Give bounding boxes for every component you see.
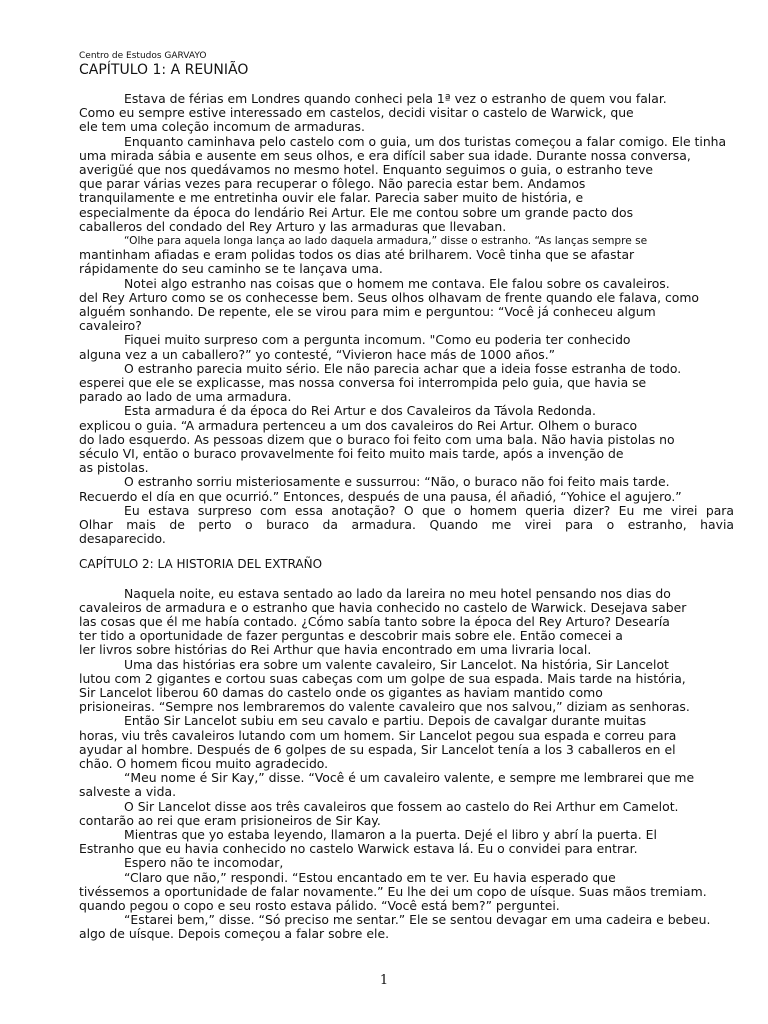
text-line: cavaleiro? bbox=[79, 318, 142, 334]
paragraph bbox=[79, 871, 734, 914]
chapter-1-body bbox=[79, 92, 734, 547]
paragraph bbox=[79, 504, 734, 547]
text-line: rápidamente do seu caminho se te lançava uma. bbox=[79, 261, 383, 277]
text-line: O estranho parecia muito sério. Ele não parecia achar que a ideia fosse estranha de todo. bbox=[124, 360, 682, 376]
text-line: Sir Lancelot liberou 60 damas do castelo onde os gigantes as haviam mantido como bbox=[79, 684, 603, 700]
paragraph bbox=[79, 404, 734, 475]
paragraph bbox=[79, 92, 734, 135]
text-line: del Rey Arturo como se os conhecesse bem. Seus olhos olhavam de frente quando ele falava, como bbox=[79, 289, 699, 305]
text-line: horas, viu três cavaleiros lutando com um homem. Sir Lancelot pegou sua espada e correu para bbox=[79, 727, 677, 743]
paragraph bbox=[79, 771, 734, 799]
paragraph bbox=[79, 333, 734, 361]
text-line: “Meu nome é Sir Kay,” disse. “Você é um cavaleiro valente, e sempre me lembrarei que me bbox=[124, 770, 695, 786]
text-line: lutou com 2 gigantes e cortou suas cabeças com um golpe de sua espada. Mais tarde na história, bbox=[79, 670, 686, 686]
text-line: desaparecido. bbox=[79, 531, 166, 547]
text-line: algo de uísque. Depois começou a falar sobre ele. bbox=[79, 926, 390, 942]
text-line: “Claro que não,” respondi. “Estou encantado em te ver. Eu havia esperado que bbox=[124, 869, 616, 885]
text-line: ler livros sobre histórias do Rei Arthur que havia encontrado em uma livraria local. bbox=[79, 642, 592, 658]
text-line: que parar várias vezes para recuperar o fôlego. Não parecia estar bem. Andamos bbox=[79, 176, 586, 192]
text-line: Naquela noite, eu estava sentado ao lado da lareira no meu hotel pensando nos dias do bbox=[124, 585, 671, 601]
text-line: mantinham afiadas e eram polidas todos os dias até brilharem. Você tinha que se afastar bbox=[79, 247, 635, 263]
document-header: Centro de Estudos GARVAYO bbox=[79, 51, 207, 61]
text-line: O estranho sorriu misteriosamente e sussurrou: “Não, o buraco não foi feito mais tarde. bbox=[124, 474, 670, 490]
text-line: quando pegou o copo e seu rosto estava pálido. “Você está bem?” perguntei. bbox=[79, 897, 560, 913]
text-line: caballeros del condado del Rey Arturo y las armaduras que llevaban. bbox=[79, 218, 507, 234]
text-line: esperei que ele se explicasse, mas nossa conversa foi interrompida pelo guia, que havia se bbox=[79, 375, 647, 391]
text-line: ayudar al hombre. Después de 6 golpes de su espada, Sir Lancelot tenía a los 3 caballeros en el bbox=[79, 741, 676, 757]
text-line: tivéssemos a oportunidade de falar novamente.” Eu lhe dei um copo de uísque. Suas mãos tremiam. bbox=[79, 883, 707, 899]
paragraph bbox=[79, 234, 734, 277]
text-line: as pistolas. bbox=[79, 460, 149, 476]
text-line: Então Sir Lancelot subiu em seu cavalo e partiu. Depois de cavalgar durante muitas bbox=[124, 713, 647, 729]
text-line: chão. O homem ficou muito agradecido. bbox=[79, 755, 329, 771]
document-page bbox=[79, 51, 734, 942]
paragraph bbox=[79, 714, 734, 771]
paragraph bbox=[79, 800, 734, 828]
text-line: Eu estava surpreso com essa anotação? O que o homem queria dizer? Eu me virei para bbox=[124, 502, 734, 518]
text-line: prisioneiras. “Sempre nos lembraremos do valente cavaleiro que nos salvou,” diziam as senhoras. bbox=[79, 699, 690, 715]
text-line: averigüé que nos quedávamos no mesmo hotel. Enquanto seguimos o guia, o estranho teve bbox=[79, 162, 654, 178]
text-line: las cosas que él me había contado. ¿Cómo sabía tanto sobre la época del Rey Arturo? Desearía bbox=[79, 613, 670, 629]
chapter-2-title: CAPÍTULO 2: LA HISTORIA DEL EXTRAÑO bbox=[79, 556, 323, 571]
text-line: alguém sonhando. De repente, ele se virou para mim e perguntou: “Você já conheceu algum bbox=[79, 304, 656, 320]
chapter-2-body bbox=[79, 587, 734, 942]
text-line: ele tem uma coleção incomum de armaduras. bbox=[79, 119, 365, 135]
text-line: uma mirada sábia e ausente em seus olhos, e era difícil saber sua idade. Durante nossa conversa, bbox=[79, 147, 691, 163]
paragraph bbox=[79, 277, 734, 334]
text-line: Enquanto caminhava pelo castelo com o guia, um dos turistas começou a falar comigo. Ele tinha bbox=[124, 133, 727, 149]
text-line: Estranho que eu havia conhecido no castelo Warwick estava lá. Eu o convidei para entrar. bbox=[79, 841, 638, 857]
text-line: ter tido a oportunidade de fazer perguntas e descobrir mais sobre ele. Então comecei a bbox=[79, 628, 623, 644]
paragraph bbox=[79, 658, 734, 715]
text-line: tranquilamente e me entretinha ouvir ele falar. Parecia saber muito de história, e bbox=[79, 190, 584, 206]
text-line: Notei algo estranho nas coisas que o homem me contava. Ele falou sobre os cavaleiros. bbox=[124, 275, 670, 291]
paragraph bbox=[79, 856, 734, 870]
text-line: especialmente da época do lendário Rei Artur. Ele me contou sobre um grande pacto dos bbox=[79, 204, 634, 220]
paragraph bbox=[79, 475, 734, 503]
text-line: Estava de férias em Londres quando conheci pela 1ª vez o estranho de quem vou falar. bbox=[124, 91, 667, 106]
text-line: O Sir Lancelot disse aos três cavaleiros que fossem ao castelo do Rei Arthur em Camelot. bbox=[124, 798, 679, 814]
text-line: Mientras que yo estaba leyendo, llamaron a la puerta. Dejé el libro y abrí la puerta. El bbox=[124, 826, 657, 842]
text-line: cavaleiros de armadura e o estranho que havia conhecido no castelo de Warwick. Desejava saber bbox=[79, 599, 687, 615]
text-line: Olhar mais de perto o buraco da armadura. Quando me virei para o estranho, havia bbox=[79, 517, 734, 533]
paragraph bbox=[79, 362, 734, 405]
paragraph bbox=[79, 828, 734, 856]
text-line: contarão ao rei que eram prisioneiros de Sir Kay. bbox=[79, 812, 381, 828]
text-line: explicou o guia. “A armadura pertenceu a um dos cavaleiros do Rei Artur. Olhem o buraco bbox=[79, 417, 638, 433]
paragraph bbox=[79, 913, 734, 941]
text-line: do lado esquerdo. As pessoas dizem que o buraco foi feito com uma bala. Não havia pistolas no bbox=[79, 431, 675, 447]
text-line: Uma das histórias era sobre um valente cavaleiro, Sir Lancelot. Na história, Sir Lancelot bbox=[124, 656, 669, 672]
text-line: parado ao lado de uma armadura. bbox=[79, 389, 292, 405]
chapter-1-title: CAPÍTULO 1: A REUNIÃO bbox=[79, 62, 249, 78]
paragraph bbox=[79, 587, 734, 658]
text-line: século VI, então o buraco provavelmente foi feito muito mais tarde, após a invenção de bbox=[79, 446, 624, 462]
text-line: Esta armadura é da época do Rei Artur e dos Cavaleiros da Távola Redonda. bbox=[124, 403, 596, 419]
text-line: alguna vez a un caballero?” yo contesté, “Vivieron hace más de 1000 años.” bbox=[79, 346, 556, 362]
text-line: Fiquei muito surpreso com a pergunta incomum. "Como eu poderia ter conhecido bbox=[124, 332, 631, 348]
paragraph bbox=[79, 135, 734, 234]
text-line: Espero não te incomodar, bbox=[124, 855, 284, 871]
text-line: “Estarei bem,” disse. “Só preciso me sentar.” Ele se sentou devagar em uma cadeira e bebeu. bbox=[124, 912, 711, 928]
page-number: 1 bbox=[379, 973, 389, 988]
text-line: “Olhe para aquela longa lança ao lado daquela armadura,” disse o estranho. “As lanças sempre se bbox=[124, 235, 648, 248]
text-line: salveste a vida. bbox=[79, 784, 177, 800]
text-line: Como eu sempre estive interessado em castelos, decidi visitar o castelo de Warwick, que bbox=[79, 105, 634, 121]
text-line: Recuerdo el día en que ocurrió.” Entonces, después de una pausa, él añadió, “Yohice el agujero.” bbox=[79, 488, 682, 504]
